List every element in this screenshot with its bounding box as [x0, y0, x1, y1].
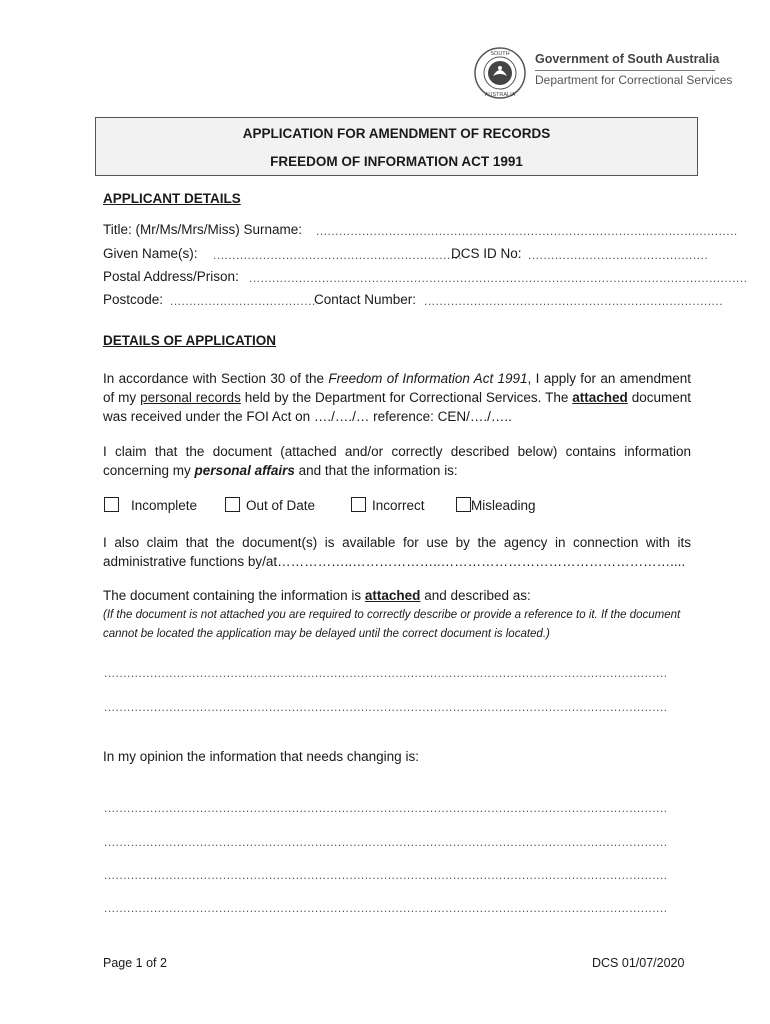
- title-surname-row: [103, 222, 302, 237]
- change-line-2[interactable]: ...................................................................................................................................................: [104, 835, 668, 849]
- change-line-4[interactable]: ...................................................................................................................................................: [104, 901, 668, 915]
- dcs-id-field[interactable]: ...............................................: [528, 248, 709, 262]
- act-name: Freedom of Information Act 1991: [328, 371, 528, 386]
- svg-text:AUSTRALIA: AUSTRALIA: [484, 92, 516, 98]
- government-name: Government of South Australia: [535, 52, 720, 66]
- administrative-use-paragraph: I also claim that the document(s) is available for use by the agency in connection with its administrative functions by/at……………..………………..……………………………………………....: [103, 535, 691, 569]
- page-number: Page 1 of 2: [103, 956, 167, 970]
- title-surname-label: Title: (Mr/Ms/Mrs/Miss) Surname:: [103, 222, 302, 237]
- contact-number-label: Contact Number:: [314, 292, 417, 307]
- applicant-details-heading: APPLICANT DETAILS: [103, 191, 241, 206]
- postcode-label: Postcode:: [103, 292, 164, 307]
- checkbox[interactable]: [104, 497, 119, 512]
- checkbox[interactable]: [456, 497, 471, 512]
- claim-paragraph: [103, 442, 691, 480]
- p1-text: document was received under the FOI Act on …./…./… reference: CEN/…./…..: [103, 390, 691, 424]
- postal-address-label: Postal Address/Prison:: [103, 269, 239, 284]
- department-name: Department for Correctional Services: [535, 73, 733, 87]
- department-logo: [473, 46, 733, 104]
- checkbox[interactable]: [225, 497, 240, 512]
- form-code: DCS 01/07/2020: [592, 956, 685, 970]
- form-subtitle: FREEDOM OF INFORMATION ACT 1991: [270, 154, 523, 169]
- option-incomplete[interactable]: [104, 497, 197, 513]
- p1-text: held by the Department for Correctional Services. The: [240, 390, 573, 405]
- p2-text: I claim that the document (attached and/or correctly described below) contains information concerning my: [103, 444, 691, 478]
- option-out-of-date[interactable]: [225, 497, 315, 513]
- option-label: Incorrect: [372, 498, 425, 513]
- checkbox[interactable]: [351, 497, 366, 512]
- details-heading: DETAILS OF APPLICATION: [103, 333, 276, 348]
- dcs-id-label: DCS ID No:: [451, 246, 522, 261]
- given-name-field[interactable]: .................................................................: [213, 248, 463, 262]
- given-name-label: Given Name(s):: [103, 246, 198, 261]
- description-line-1[interactable]: ...................................................................................................................................................: [104, 666, 668, 680]
- opinion-label: In my opinion the information that needs changing is:: [103, 749, 419, 764]
- p4-text: The document containing the information is: [103, 588, 365, 603]
- attached-text: attached: [572, 390, 628, 405]
- change-line-1[interactable]: ...................................................................................................................................................: [104, 801, 668, 815]
- option-incorrect[interactable]: [351, 497, 425, 513]
- personal-records-text: personal records: [140, 390, 241, 405]
- change-line-3[interactable]: ...................................................................................................................................................: [104, 868, 668, 882]
- option-label: Out of Date: [246, 498, 316, 513]
- p1-text: In accordance with Section 30 of the: [103, 371, 329, 386]
- option-misleading[interactable]: [456, 497, 536, 513]
- header-rule: [535, 70, 715, 71]
- svg-text:SOUTH: SOUTH: [490, 51, 510, 57]
- document-note: (If the document is not attached you are required to correctly describe or provide a reference to it. If the document cannot be located the application may be delayed until the correct document is located.): [103, 609, 681, 640]
- form-title-box: [95, 117, 698, 176]
- option-label: Incomplete: [131, 498, 198, 513]
- description-line-2[interactable]: ...................................................................................................................................................: [104, 700, 668, 714]
- postcode-field[interactable]: ......................................: [170, 294, 316, 308]
- surname-field[interactable]: ..............................................................................................................: [316, 224, 738, 238]
- section30-paragraph: [103, 369, 691, 426]
- postal-address-field[interactable]: ..................................................................................................................................: [249, 271, 748, 285]
- p4-text: and described as:: [420, 588, 531, 603]
- document-described-line: [103, 588, 531, 603]
- option-label: Misleading: [471, 498, 536, 513]
- p1-text: , I apply for an amendment of my: [103, 371, 691, 405]
- contact-number-field[interactable]: ..............................................................................: [424, 294, 724, 308]
- form-title: APPLICATION FOR AMENDMENT OF RECORDS: [242, 126, 551, 141]
- state-seal-icon: [473, 46, 527, 100]
- personal-affairs-text: personal affairs: [194, 463, 295, 478]
- attached-text: attached: [364, 588, 421, 603]
- p2-text: and that the information is:: [294, 463, 458, 478]
